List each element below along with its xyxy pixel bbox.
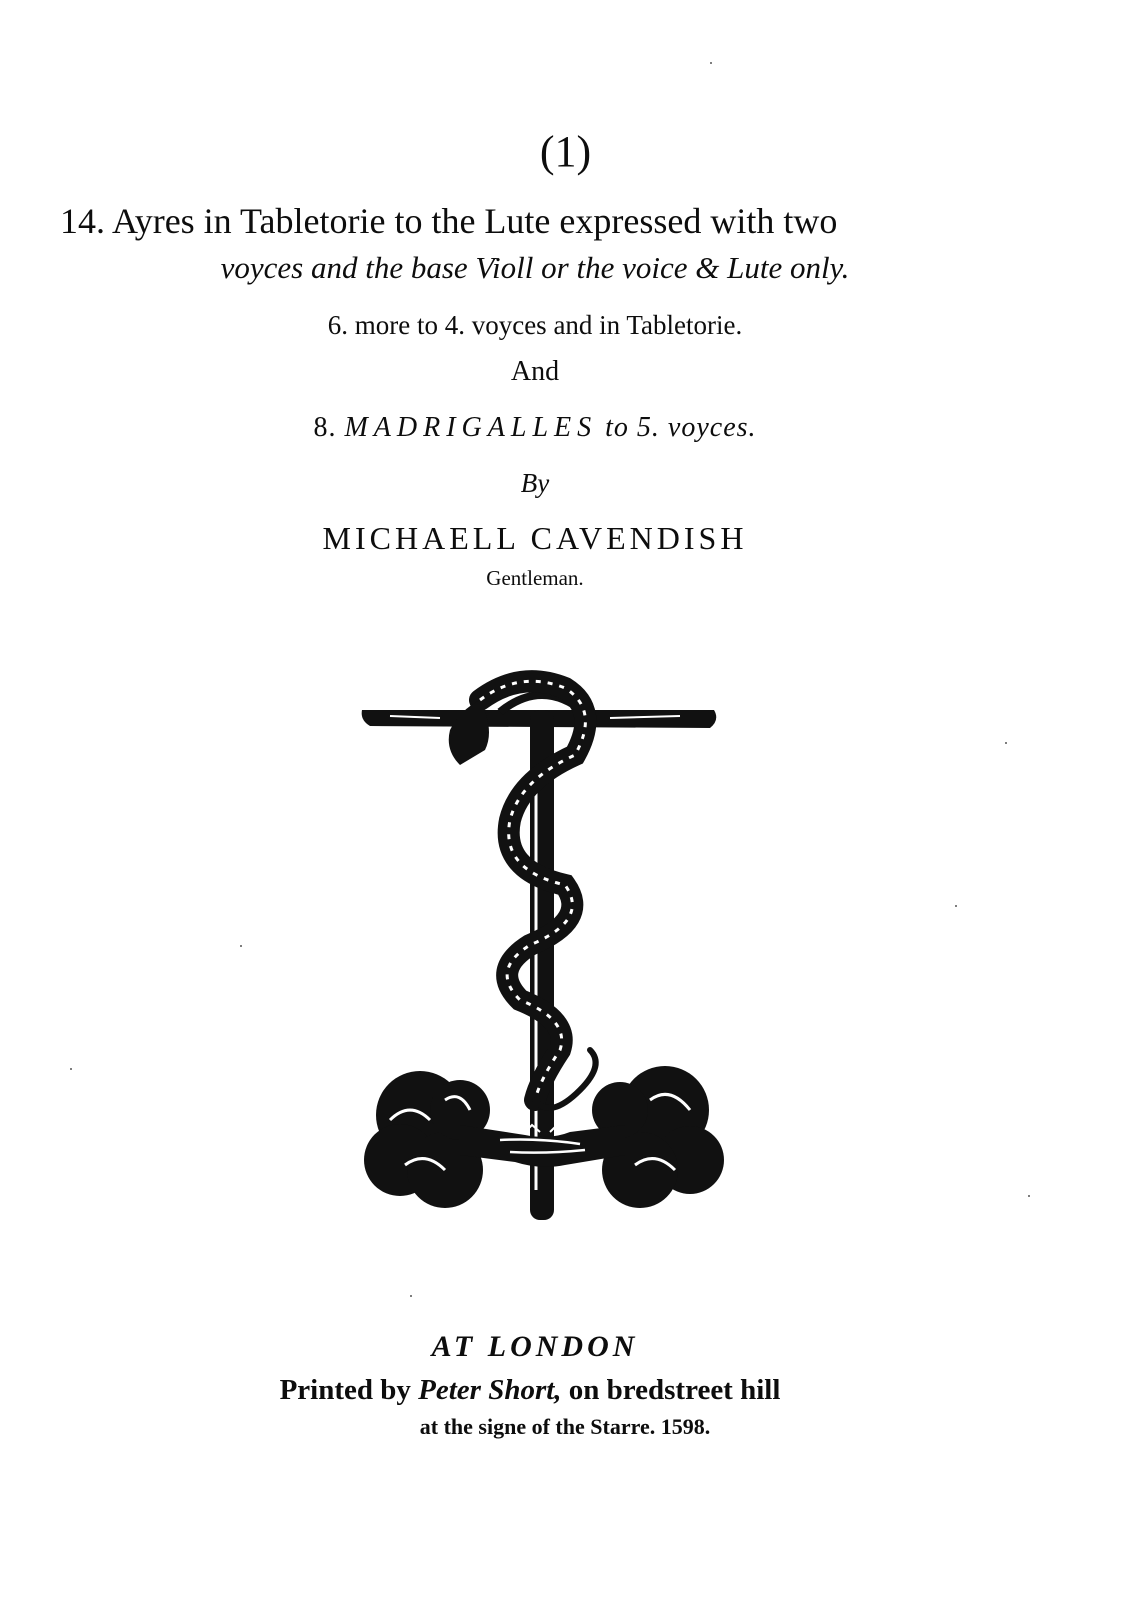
title-line-madrigals (0, 412, 1070, 444)
serpent-icon (449, 681, 596, 1108)
by-label: By (520, 468, 550, 498)
scan-speck (410, 1295, 412, 1297)
imprint-printer (0, 1374, 1060, 1407)
scan-speck (70, 1068, 72, 1070)
folio-number: (1) (539, 127, 592, 176)
scan-speck (1005, 742, 1007, 744)
title-line-1: 14. Ayres in Tabletorie to the Lute expressed with two (60, 201, 838, 241)
madrigals-number: 8. (313, 412, 337, 443)
scan-speck (955, 905, 957, 907)
title-line-and: And (510, 356, 560, 387)
author-rank: Gentleman. (486, 566, 584, 590)
madrigals-voices: to 5. voyces. (605, 412, 757, 443)
scan-speck (240, 945, 242, 947)
imprint-place: AT LONDON (431, 1330, 639, 1363)
author-name: MICHAELL CAVENDISH (322, 520, 748, 556)
imprint-sign-and-date: at the signe of the Starre. 1598. (419, 1414, 711, 1439)
printer-name: Peter Short, (418, 1374, 562, 1406)
printer-address: on bredstreet hill (568, 1374, 781, 1406)
scan-speck (710, 62, 712, 64)
madrigals-word: MADRIGALLES (344, 412, 598, 443)
scan-speck (1028, 1195, 1030, 1197)
printers-device-icon (350, 670, 730, 1260)
title-line-2: voyces and the base Violl or the voice & Lute only. (220, 250, 850, 285)
printer-prefix: Printed by (279, 1374, 411, 1406)
title-line-3: 6. more to 4. voyces and in Tabletorie. (327, 310, 743, 340)
